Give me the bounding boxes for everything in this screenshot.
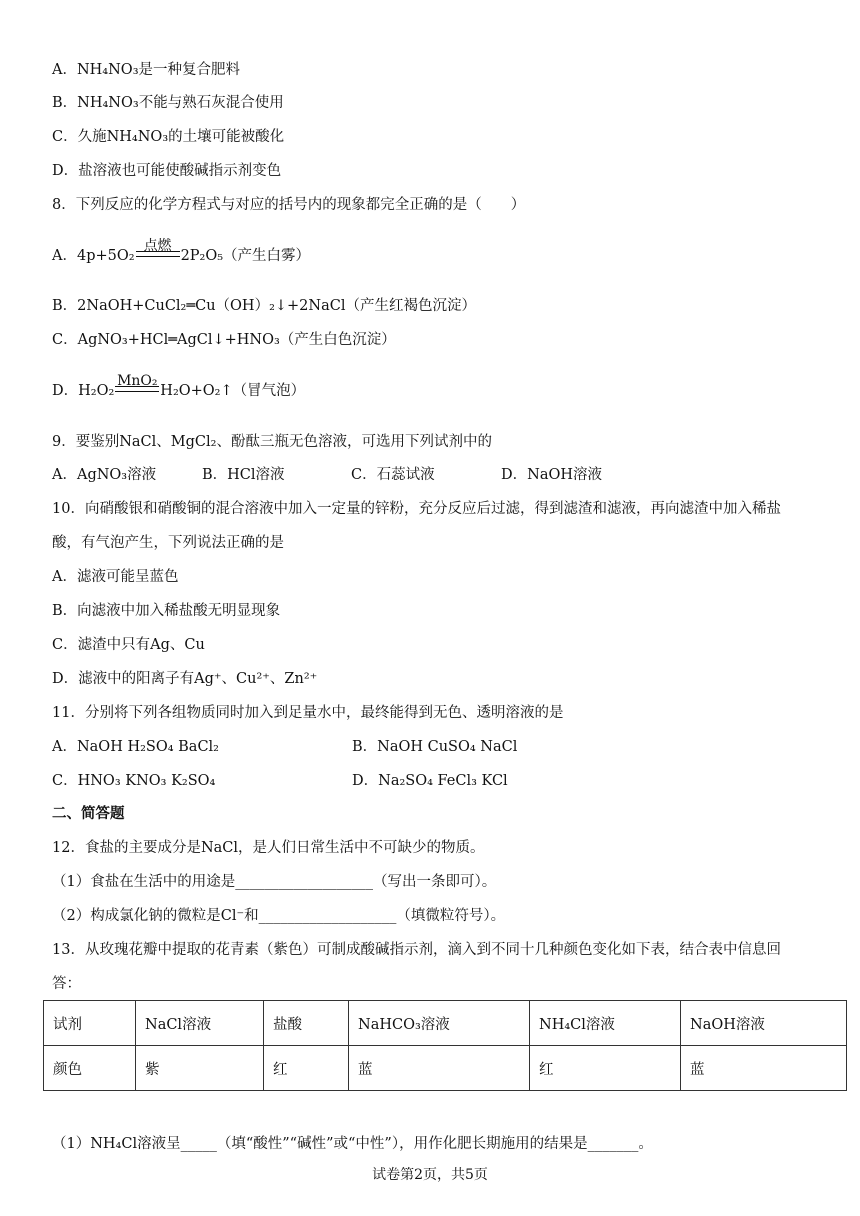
q10-option-a: A．滤液可能呈蓝色 xyxy=(52,569,179,585)
q11-option-c: C．HNO₃ KNO₃ K₂SO₄ xyxy=(52,773,216,789)
q10-stem-line2: 酸，有气泡产生，下列说法正确的是 xyxy=(52,535,284,551)
reaction-condition xyxy=(115,373,159,395)
table-row xyxy=(44,1001,847,1046)
table-cell: 盐酸 xyxy=(264,1001,349,1046)
q8-option-b: B．2NaOH+CuCl₂═Cu（OH）₂↓+2NaCl（产生红褐色沉淀） xyxy=(52,298,476,314)
q12-stem: 12．食盐的主要成分是NaCl，是人们日常生活中不可缺少的物质。 xyxy=(52,840,485,856)
table-cell: 紫 xyxy=(136,1046,264,1091)
q8-option-a xyxy=(52,238,311,266)
equals-sign xyxy=(136,251,180,257)
q8-d-left: D．H₂O₂ xyxy=(52,383,115,399)
q7-option-a: A．NH₄NO₃是一种复合肥料 xyxy=(52,62,241,78)
q7-option-d: D．盐溶液也可能使酸碱指示剂变色 xyxy=(52,163,282,179)
q9-option-b: B．HCl溶液 xyxy=(202,467,285,483)
page-footer: 试卷第2页，共5页 xyxy=(372,1167,488,1183)
q8-option-c: C．AgNO₃+HCl═AgCl↓+HNO₃（产生白色沉淀） xyxy=(52,332,396,348)
section-heading: 二、简答题 xyxy=(52,805,125,822)
q8-option-d xyxy=(52,373,306,401)
q7-option-b: B．NH₄NO₃不能与熟石灰混合使用 xyxy=(52,95,284,111)
indicator-table xyxy=(43,1000,847,1091)
q11-option-d: D．Na₂SO₄ FeCl₃ KCl xyxy=(352,773,508,789)
equals-sign xyxy=(115,386,159,392)
table-cell: 红 xyxy=(530,1046,681,1091)
reaction-condition xyxy=(136,238,180,260)
q10-option-b: B．向滤液中加入稀盐酸无明显现象 xyxy=(52,603,281,619)
q10-stem-line1: 10．向硝酸银和硝酸铜的混合溶液中加入一定量的锌粉，充分反应后过滤，得到滤渣和滤液，再向滤渣中加入稀盐 xyxy=(52,501,781,517)
table-row xyxy=(44,1046,847,1091)
q10-option-c: C．滤渣中只有Ag、Cu xyxy=(52,637,205,653)
q11-option-a: A．NaOH H₂SO₄ BaCl₂ xyxy=(52,739,219,755)
q9-stem: 9．要鉴别NaCl、MgCl₂、酚酞三瓶无色溶液，可选用下列试剂中的 xyxy=(52,434,492,450)
table-cell: NaHCO₃溶液 xyxy=(349,1001,530,1046)
table-cell: 蓝 xyxy=(681,1046,847,1091)
q8-stem: 8．下列反应的化学方程式与对应的括号内的现象都完全正确的是（ ） xyxy=(52,197,526,213)
q9-option-d: D．NaOH溶液 xyxy=(501,467,602,483)
q10-option-d: D．滤液中的阳离子有Ag⁺、Cu²⁺、Zn²⁺ xyxy=(52,671,318,687)
q8-a-left: A．4p+5O₂ xyxy=(52,248,135,264)
q8-a-right: 2P₂O₅（产生白雾） xyxy=(180,248,311,264)
table-cell: NaOH溶液 xyxy=(681,1001,847,1046)
q13-stem-line1: 13．从玫瑰花瓣中提取的花青素（紫色）可制成酸碱指示剂，滴入到不同十几种颜色变化如下表，结合表中信息回 xyxy=(52,942,781,958)
table-cell: NH₄Cl溶液 xyxy=(530,1001,681,1046)
q7-option-c: C．久施NH₄NO₃的土壤可能被酸化 xyxy=(52,129,285,145)
table-cell: 蓝 xyxy=(349,1046,530,1091)
q9-option-c: C．石蕊试液 xyxy=(351,467,435,483)
condition-label: 点燃 xyxy=(143,238,172,254)
q11-stem: 11．分别将下列各组物质同时加入到足量水中，最终能得到无色、透明溶液的是 xyxy=(52,705,564,721)
q12-part2: （2）构成氯化钠的微粒是Cl⁻和___________________（填微粒符号）。 xyxy=(52,908,506,924)
table-cell: NaCl溶液 xyxy=(136,1001,264,1046)
q9-option-a: A．AgNO₃溶液 xyxy=(52,467,157,483)
q13-stem-line2: 答： xyxy=(52,976,81,992)
table-cell: 试剂 xyxy=(44,1001,136,1046)
table-cell: 颜色 xyxy=(44,1046,136,1091)
q13-part1: （1）NH₄Cl溶液呈_____（填“酸性”“碱性”或“中性”），用作化肥长期施用的结果是_______。 xyxy=(52,1136,653,1152)
q12-part1: （1）食盐在生活中的用途是___________________（写出一条即可）。 xyxy=(52,874,497,890)
q8-d-right: H₂O+O₂↑（冒气泡） xyxy=(160,383,306,399)
q11-option-b: B．NaOH CuSO₄ NaCl xyxy=(352,739,518,755)
table-cell: 红 xyxy=(264,1046,349,1091)
condition-label: MnO₂ xyxy=(117,373,158,389)
